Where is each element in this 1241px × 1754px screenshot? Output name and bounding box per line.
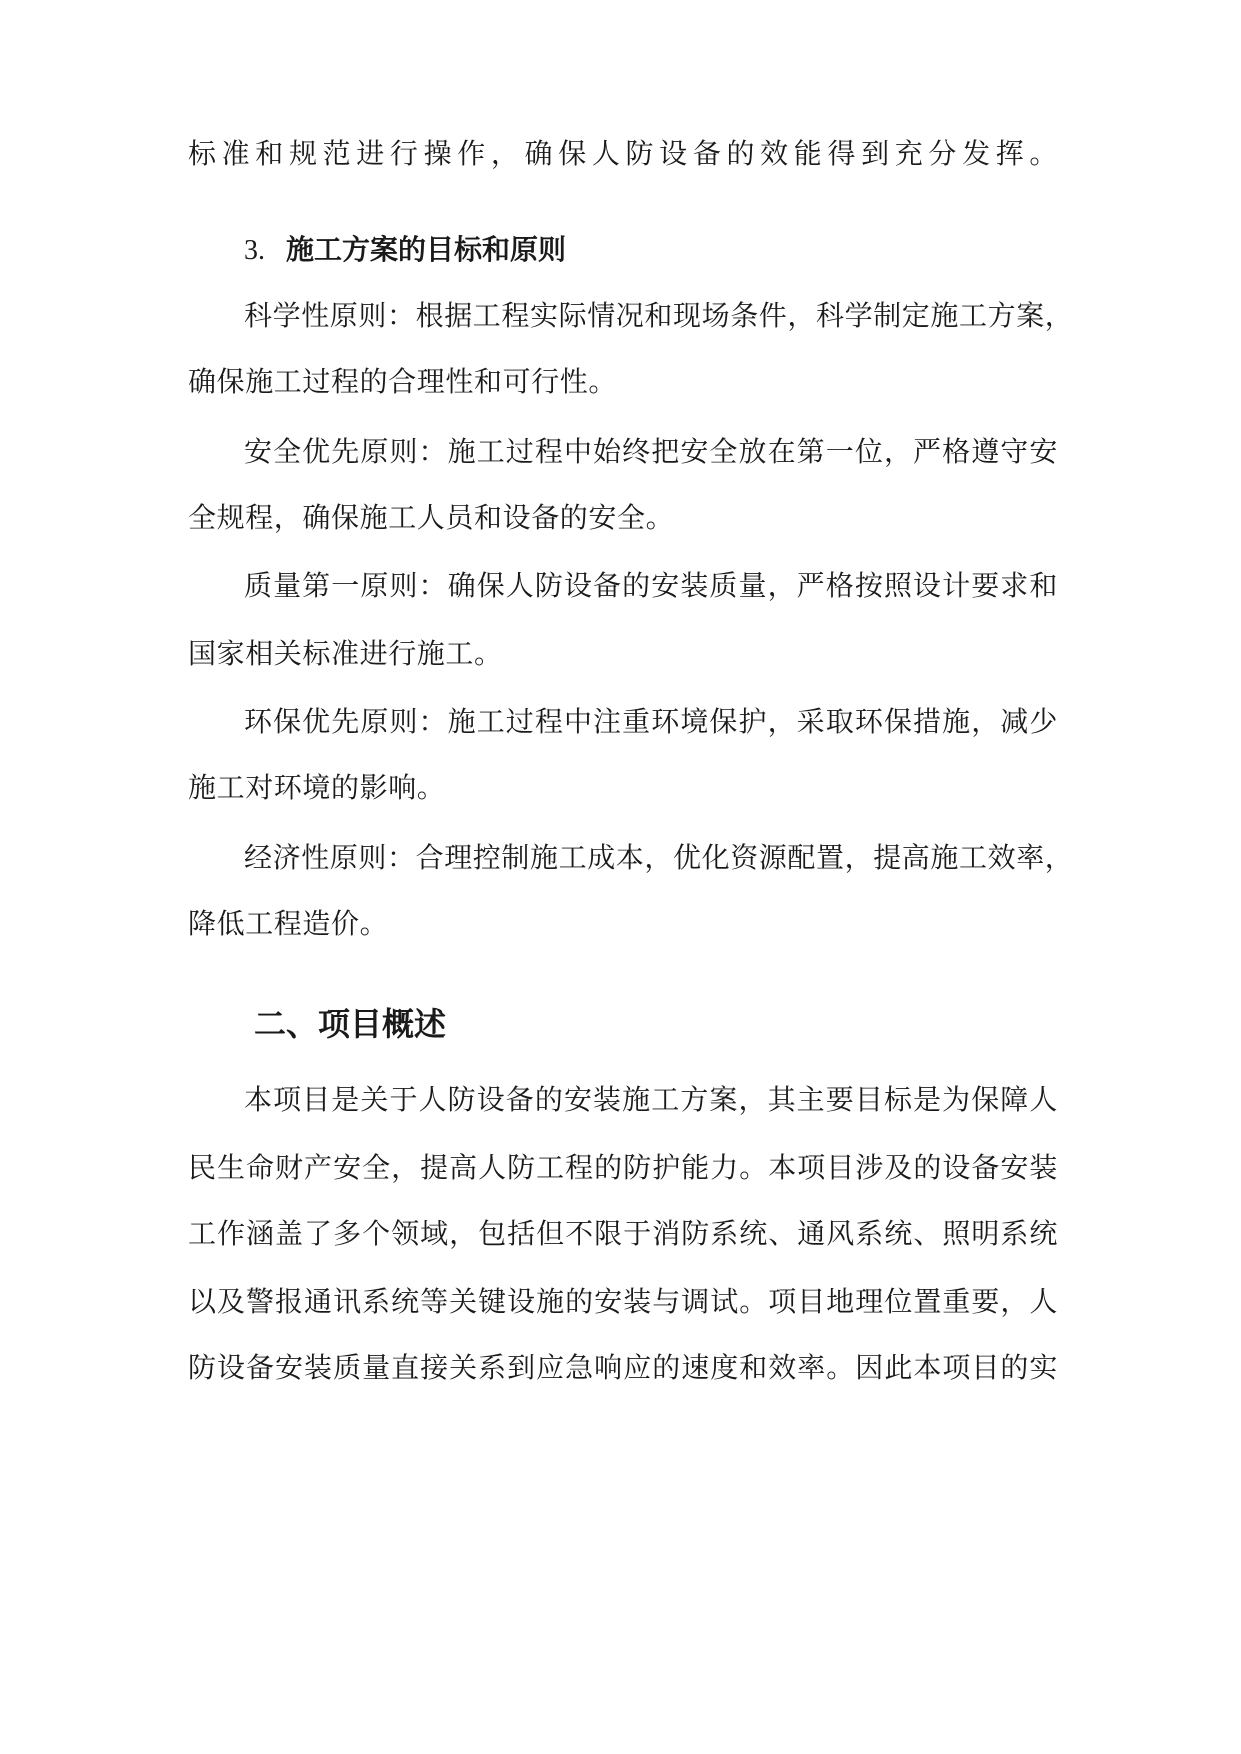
principle-safety-line1: 安全优先原则：施工过程中始终把安全放在第一位，严格遵守安: [244, 435, 1058, 468]
intro-tail-line: 标准和规范进行操作，确保人防设备的效能得到充分发挥。: [188, 137, 1058, 170]
section-heading: [244, 232, 566, 269]
principle-economy-line1: 经济性原则：合理控制施工成本，优化资源配置，提高施工效率，: [244, 841, 1074, 874]
principle-economy-line2: 降低工程造价。: [188, 907, 389, 940]
principle-environment-line1: 环保优先原则：施工过程中注重环境保护，采取环保措施，减少: [244, 705, 1058, 738]
principle-environment-line2: 施工对环境的影响。: [188, 771, 446, 804]
overview-line: 工作涵盖了多个领域，包括但不限于消防系统、通风系统、照明系统: [188, 1217, 1058, 1250]
overview-line: 民生命财产安全，提高人防工程的防护能力。本项目涉及的设备安装: [188, 1151, 1058, 1184]
overview-line: 本项目是关于人防设备的安装施工方案，其主要目标是为保障人: [244, 1083, 1058, 1116]
section-title: 施工方案的目标和原则: [286, 233, 567, 266]
principle-scientific-line2: 确保施工过程的合理性和可行性。: [188, 365, 618, 398]
overview-line: 以及警报通讯系统等关键设施的安装与调试。项目地理位置重要，人: [188, 1285, 1058, 1318]
overview-line: 防设备安装质量直接关系到应急响应的速度和效率。因此本项目的实: [188, 1351, 1058, 1384]
principle-safety-line2: 全规程，确保施工人员和设备的安全。: [188, 501, 675, 534]
principle-quality-line1: 质量第一原则：确保人防设备的安装质量，严格按照设计要求和: [244, 569, 1058, 602]
principle-scientific-line1: 科学性原则：根据工程实际情况和现场条件，科学制定施工方案，: [244, 299, 1074, 332]
principle-quality-line2: 国家相关标准进行施工。: [188, 637, 503, 670]
section-number: 3.: [244, 235, 265, 266]
chapter-title: 二、项目概述: [254, 1005, 447, 1043]
